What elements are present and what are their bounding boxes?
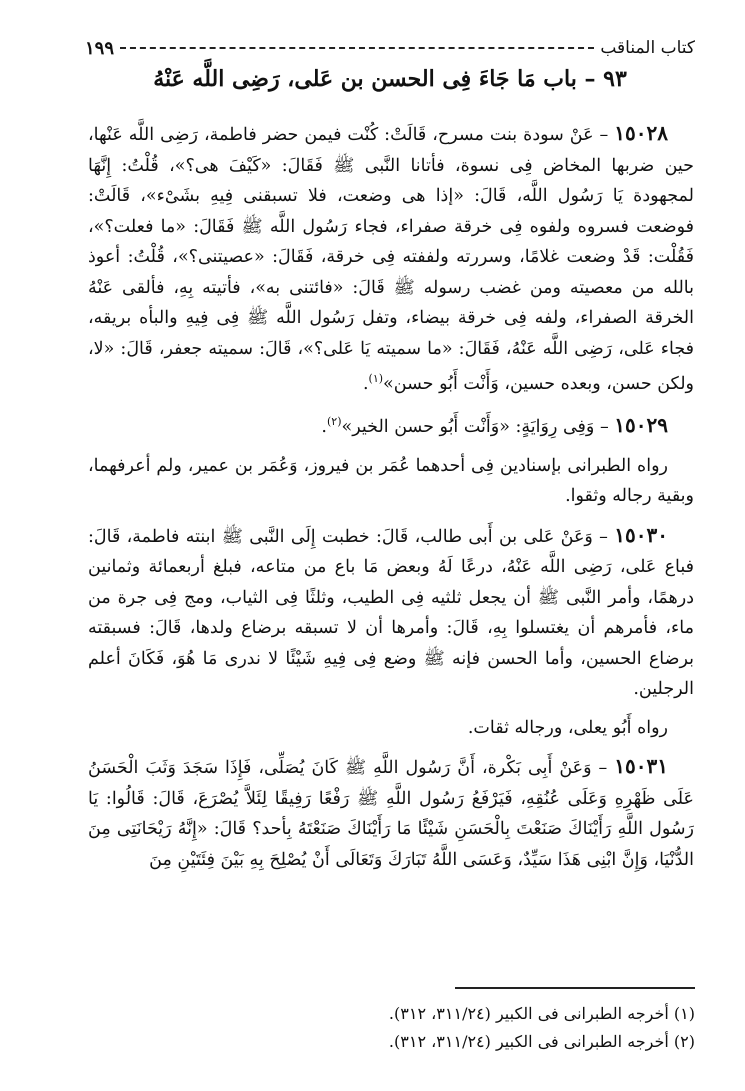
page-number: ١٩٩: [85, 37, 115, 59]
hadith-text: – وَفِى رِوَايَةٍ: «وَأَنْت أَبُو حسن الخير»: [341, 417, 609, 438]
header-dashed-rule: [120, 47, 594, 49]
hadith-15030: [88, 520, 694, 705]
narration-note: رواه الطبرانى بإسنادين فِى أحدهما عُمَر بن فيروز، وَعُمَر بن عمير، ولم أعرفهما، وبقية رجاله وثقوا.: [88, 455, 694, 507]
footnote-1: (١) أخرجه الطبرانى فى الكبير (٣١١/٢٤، ٣١٢).: [388, 1004, 695, 1023]
hadith-number: ١٥٠٣١: [614, 754, 668, 779]
hadith-text: – عَنْ سودة بنت مسرح، قَالَتْ: كُنْت فيمن حضر فاطمة، رَضِى اللَّه عَنْها، حين ضربها المخاض فِى نسوة، فأتانا النَّبى ﷺ فَقَالَ: «كَيْفَ هى؟»، قُلْتُ: إِنَّهَا لمجهودة يَا رَسُول اللَّه، قَالَ: «إذا هى وضعت، فلا تسبقنى فِيهِ بشَىْء»، قَالَتْ: فوضعت فسروه ولفوه فِى خرقة صفراء، فجاء رَسُول اللَّه ﷺ فَقَالَ: «ما فعلت؟»، فَقُلْت: قَدْ وضعت غلامًا، وسررته ولففته فِى خرقة، فَقَالَ: «عصيتنى؟»، قُلْتُ: أعوذ بالله من معصيته ومن غضب رسوله ﷺ قَالَ: «فائتنى به»، فأتيته بِهِ، فألقى عَنْهُ الخرقة الصفراء، ولفه فِى خرقة بيضاء، وتفل رَسُول اللَّه ﷺ فِى فِيهِ والبأه بريقه، فجاء عَلى، رَضِى اللَّه عَنْهُ، فَقَالَ: «ما سميته يَا عَلى؟»، قَالَ: سميته جعفر، قَالَ: «لا، ولكن حسن، وبعده حسين، وَأَنْت أَبُو حسن»: [88, 125, 694, 394]
footnote-ref[interactable]: (٢): [327, 415, 342, 429]
running-header: [85, 36, 695, 60]
hadith-15029: [88, 407, 694, 442]
hadith-number: ١٥٠٢٩: [614, 413, 668, 438]
hadith-text: – وَعَنْ أَبِى بَكْرة، أَنَّ رَسُول اللَّهِ ﷺ كَانَ يُصَلِّى، فَإِذَا سَجَدَ وَثَبَ الْحَسَنُ عَلَى ظَهْرِهِ وَعَلَى عُنُقِهِ، فَيَرْفَعُ رَسُول اللَّهِ ﷺ رَفْعًا رَفِيقًا لِئَلاَّ يُصْرَعَ، قَالَ: قَالُوا: يَا رَسُول اللَّهِ رَأَيْنَاكَ صَنَعْتَ بِالْحَسَنِ شَيْئًا مَا رَأَيْنَاكَ صَنَعْتَهُ بِأحد؟ قَالَ: «إِنَّهُ رَيْحَانَتِى مِنَ الدُّنْيَا، وَإِنَّ ابْنِى هَذَا سَيِّدٌ، وَعَسَى اللَّهُ تَبَارَكَ وَتَعَالَى أَنْ يُصْلِحَ بِهِ بَيْنَ فِئَتَيْنِ مِنَ: [88, 758, 694, 870]
hadith-text: – وَعَنْ عَلى بن أَبى طالب، قَالَ: خطبت إِلَى النَّبى ﷺ ابنته فاطمة، قَالَ: فباع عَلى، رَضِى اللَّه عَنْهُ، درعًا لَهُ وبعض مَا باع من متاعه، فبلغ أربعمائة وثمانين درهمًا، وأمر النَّبى ﷺ أن يجعل ثلثيه فِى الطيب، وثلثًا فِى الثياب، ومج فِى جرة من ماء، فأمرهم أن يغتسلوا بِهِ، قَالَ: وأمرها أن لا تسبقه برضاع ولدها، قَالَ: فسبقته برضاع الحسين، وأما الحسن فإنه ﷺ وضع فِى فِيهِ شَيْئًا لا ندرى مَا هُوَ، فَكَانَ أعلم الرجلين.: [88, 526, 694, 700]
hadith-number: ١٥٠٢٨: [614, 121, 668, 145]
hadith-15031: [88, 751, 694, 875]
book-title: كتاب المناقب: [600, 38, 695, 58]
hadith-number: ١٥٠٣٠: [614, 522, 668, 547]
body-text: [88, 118, 694, 875]
narration-note: رواه أَبُو يعلى، ورجاله ثقات.: [467, 717, 668, 738]
sentence-end: .: [362, 373, 369, 394]
footnote-ref[interactable]: (١): [368, 372, 384, 385]
sentence-end: .: [321, 417, 327, 438]
footnote-2: (٢) أخرجه الطبرانى فى الكبير (٣١١/٢٤، ٣١٢).: [388, 1032, 695, 1051]
hadith-15028: [88, 118, 694, 399]
chapter-title: ٩٣ – باب مَا جَاءَ فِى الحسن بن عَلى، رَضِى اللَّه عَنْهُ: [153, 66, 627, 92]
footnotes: [85, 1000, 695, 1056]
footnote-separator: [455, 987, 695, 989]
